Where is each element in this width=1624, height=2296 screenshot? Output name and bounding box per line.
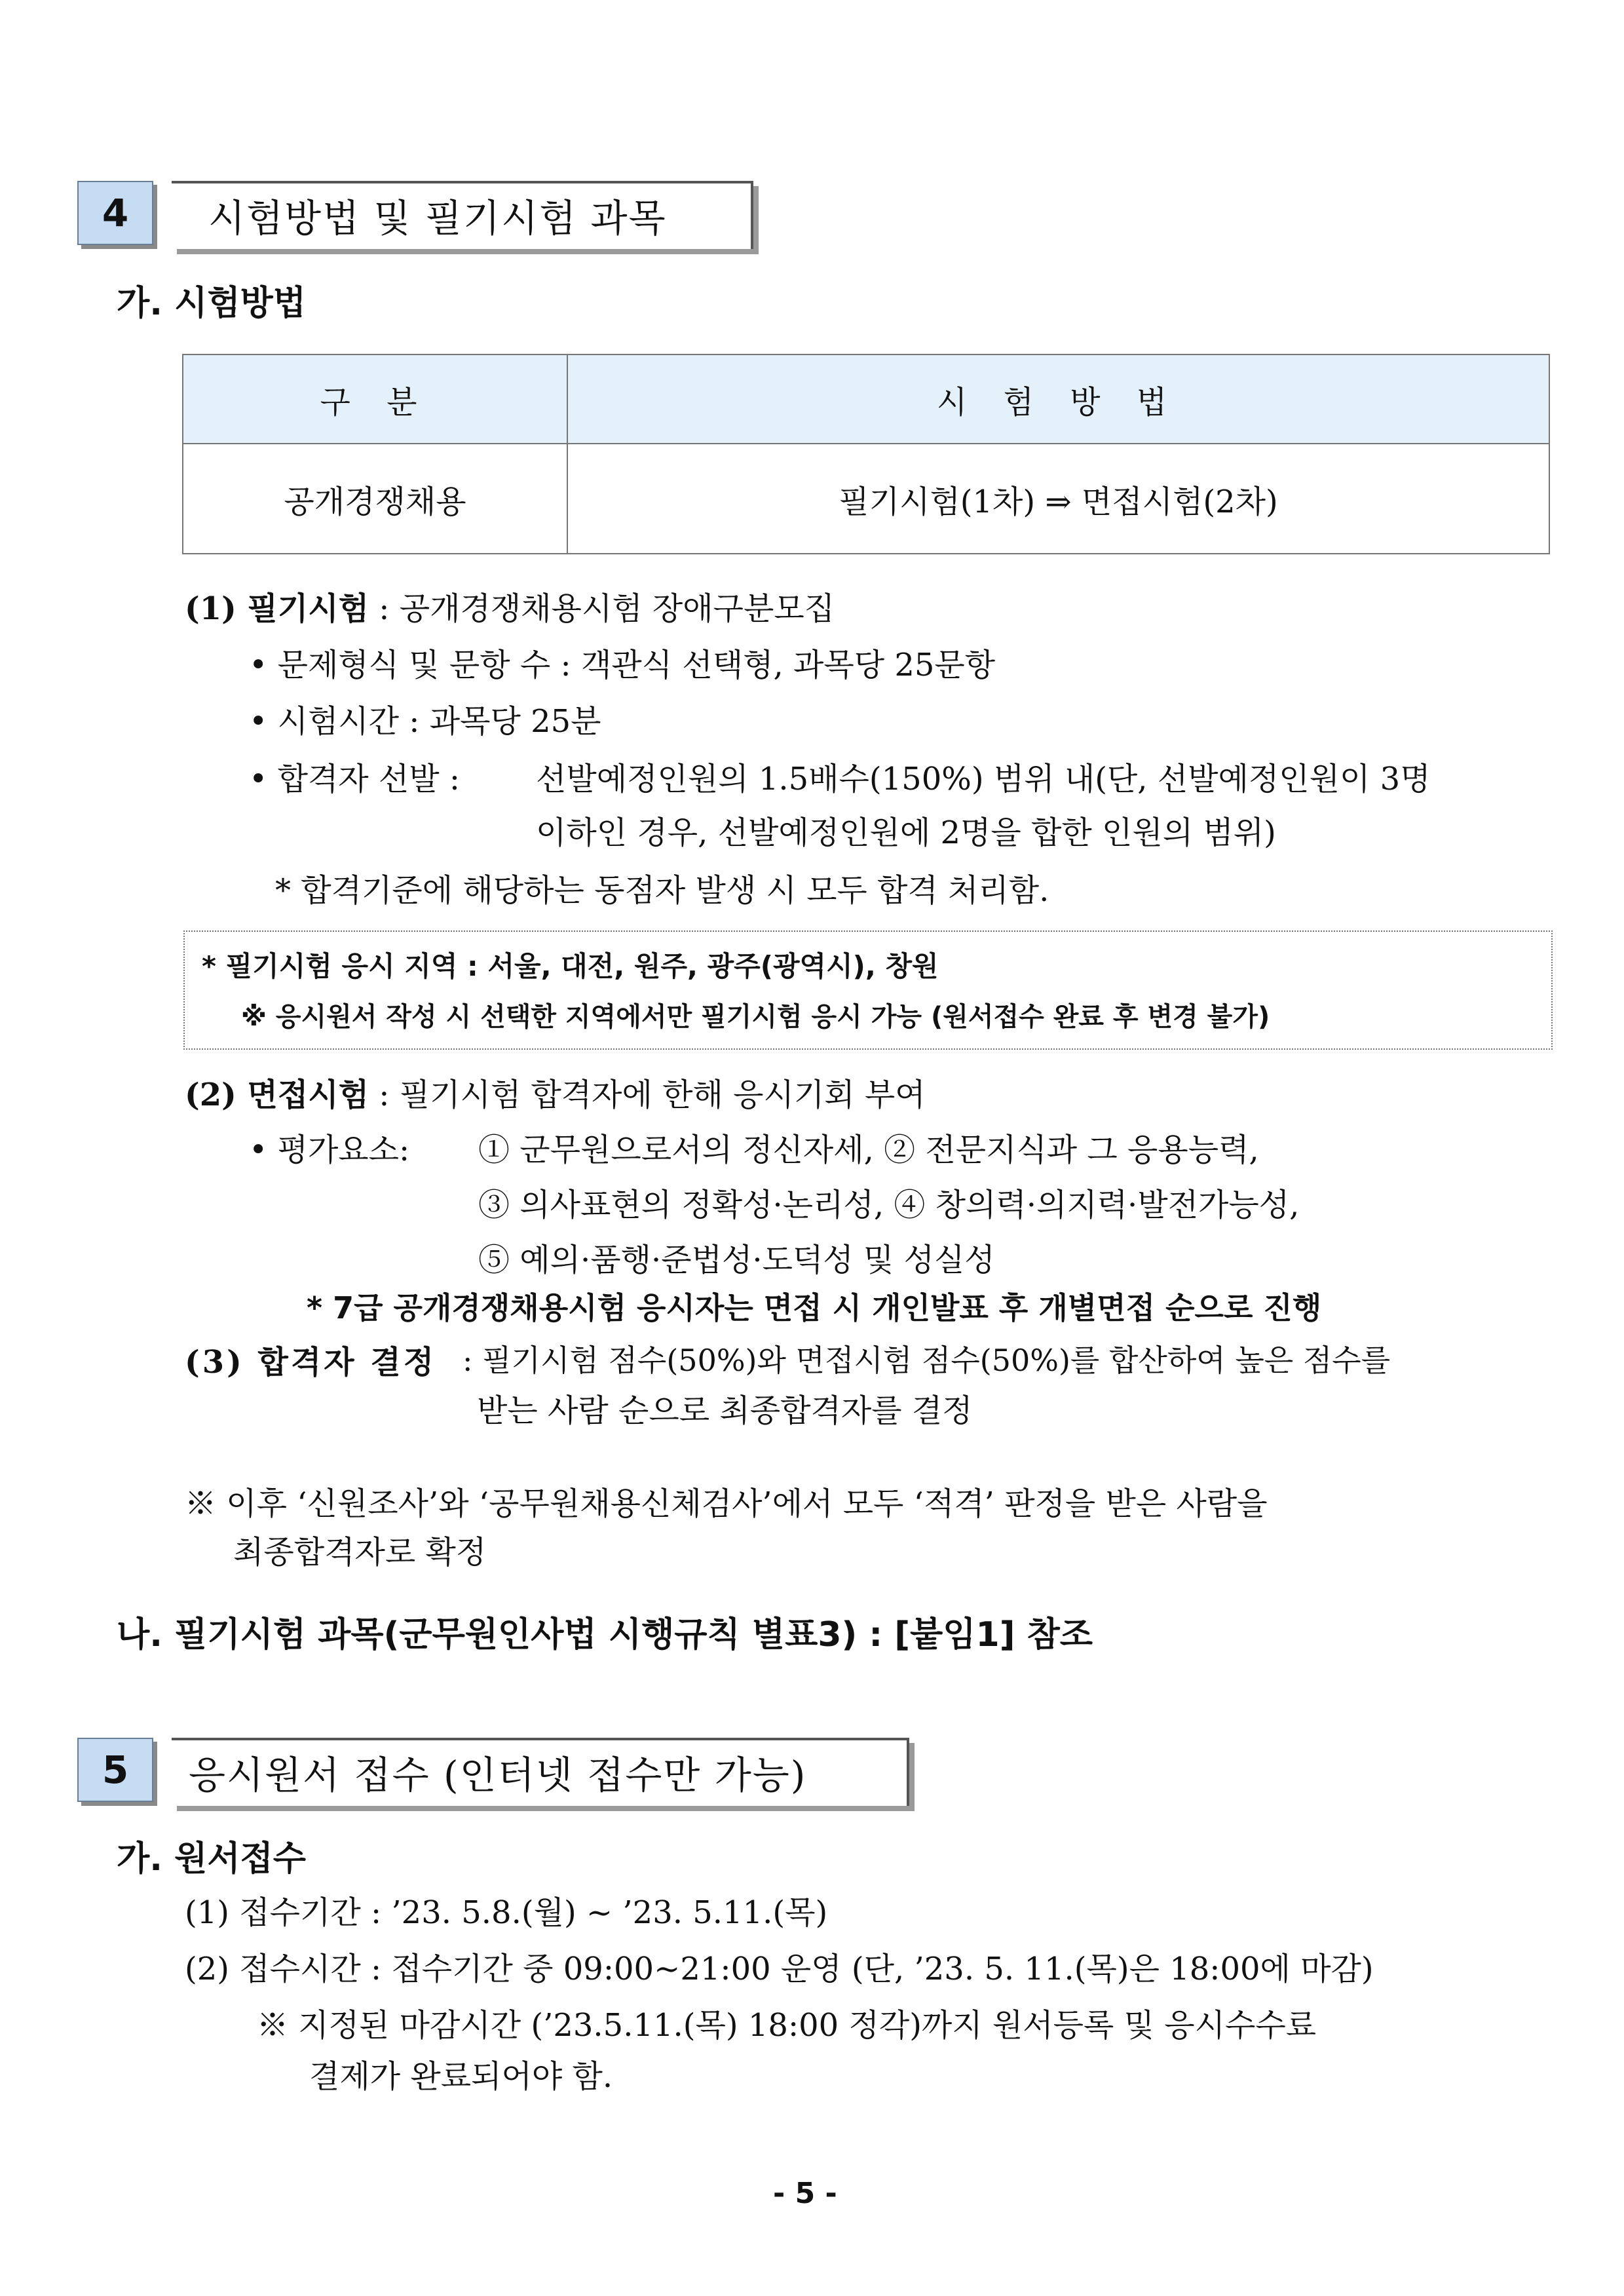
- table-header-row: [183, 354, 1549, 444]
- deadline-note-line2: 결제가 완료되어야 함.: [309, 2058, 613, 2095]
- written-bullet-format: • 문제형식 및 문항 수 : 객관식 선택형, 과목당 25문항: [249, 647, 996, 683]
- written-exam-line: [185, 583, 835, 628]
- section4-b-heading: 나. 필기시험 과목(군무원인사법 시행규칙 별표3) : [붙임1] 참조: [117, 1615, 1093, 1655]
- region-note-line1: * 필기시험 응시 지역 : 서울, 대전, 원주, 광주(광역시), 창원: [202, 950, 939, 982]
- page-number: - 5 -: [773, 2177, 837, 2210]
- section5-a-heading: 가. 원서접수: [117, 1839, 307, 1879]
- table-header-method: 시 험 방 법: [567, 354, 1549, 444]
- interview-eval-line3: ⑤ 예의·품행·준법성·도덕성 및 성실성: [478, 1242, 995, 1278]
- section4-number-badge: 4: [77, 181, 153, 245]
- section5-title: 응시원서 접수 (인터넷 접수만 가능): [189, 1753, 807, 1797]
- written-bullet-selection-line2: 이하인 경우, 선발예정인원에 2명을 합한 인원의 범위): [536, 814, 1276, 851]
- written-bullet-selection-line1: 선발예정인원의 1.5배수(150%) 범위 내(단, 선발예정인원이 3명: [536, 761, 1431, 797]
- written-exam-desc: : 공개경쟁채용시험 장애구분모집: [379, 590, 835, 627]
- exam-method-table: [182, 354, 1550, 554]
- written-exam-label: (1) 필기시험: [185, 590, 369, 627]
- application-period: (1) 접수기간 : ’23. 5.8.(월) ~ ’23. 5.11.(목): [185, 1894, 828, 1931]
- application-hours: (2) 접수시간 : 접수기간 중 09:00∼21:00 운영 (단, ’23. 5. 11.(목)은 18:00에 마감): [185, 1951, 1374, 1987]
- decision-line2: 받는 사람 순으로 최종합격자를 결정: [477, 1392, 973, 1429]
- interview-note: * 7급 공개경쟁채용시험 응시자는 면접 시 개인발표 후 개별면접 순으로 진행: [307, 1290, 1322, 1326]
- final-confirm-note-line1: ※ 이후 ‘신원조사’와 ‘공무원채용신체검사’에서 모두 ‘적격’ 판정을 받은 사람을: [185, 1485, 1268, 1522]
- table-cell-category: 공개경쟁채용: [183, 444, 567, 554]
- table-header-category: 구 분: [183, 354, 567, 444]
- section4-a-heading: 가. 시험방법: [117, 284, 307, 323]
- written-bullet-selection-label: • 합격자 선발 :: [249, 761, 461, 797]
- interview-eval-line2: ③ 의사표현의 정확성·논리성, ④ 창의력·의지력·발전가능성,: [478, 1187, 1300, 1223]
- table-row: [183, 444, 1549, 554]
- written-bullet-time: • 시험시간 : 과목당 25분: [249, 703, 601, 740]
- final-confirm-note-line2: 최종합격자로 확정: [233, 1534, 487, 1571]
- interview-eval-label: • 평가요소:: [249, 1132, 410, 1168]
- section5-number-badge: 5: [77, 1738, 153, 1802]
- section4-title: 시험방법 및 필기시험 과목: [208, 196, 667, 240]
- region-note-line2: ※ 응시원서 작성 시 선택한 지역에서만 필기시험 응시 가능 (원서접수 완료 후 변경 불가): [241, 1002, 1270, 1032]
- interview-line: [185, 1069, 926, 1115]
- interview-desc: : 필기시험 합격자에 한해 응시기회 부여: [379, 1077, 926, 1113]
- written-tie-note: * 합격기준에 해당하는 동점자 발생 시 모두 합격 처리함.: [275, 872, 1049, 909]
- decision-line1: : 필기시험 점수(50%)와 면접시험 점수(50%)를 합산하여 높은 점수를: [463, 1343, 1391, 1378]
- interview-eval-line1: ① 군무원으로서의 정신자세, ② 전문지식과 그 응용능력,: [478, 1132, 1259, 1168]
- table-cell-method: 필기시험(1차) ⇒ 면접시험(2차): [567, 444, 1549, 554]
- decision-label: (3) 합격자 결정: [185, 1344, 437, 1381]
- interview-label: (2) 면접시험: [185, 1077, 369, 1113]
- deadline-note-line1: ※ 지정된 마감시간 (’23.5.11.(목) 18:00 정각)까지 원서등록 및 응시수수료: [257, 2007, 1317, 2044]
